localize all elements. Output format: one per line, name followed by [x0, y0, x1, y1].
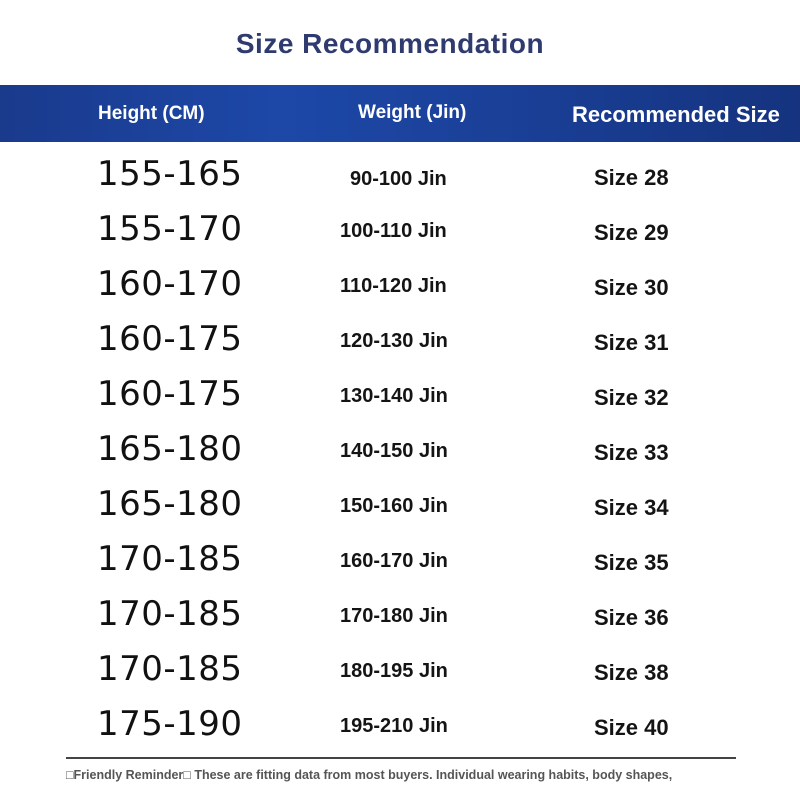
- size-cell: Size 31: [594, 330, 669, 355]
- weight-cell: 150-160 Jin: [340, 495, 448, 517]
- height-cell: 165-180: [97, 484, 243, 524]
- table-row: [0, 313, 800, 368]
- weight-cell: 110-120 Jin: [340, 275, 447, 297]
- size-cell: Size 40: [594, 715, 669, 740]
- size-cell: Size 28: [594, 165, 669, 190]
- size-cell: Size 36: [594, 605, 669, 630]
- size-cell: Size 34: [594, 495, 669, 520]
- height-cell: 170-185: [97, 594, 243, 634]
- height-cell: 160-175: [97, 319, 243, 359]
- height-cell: 170-185: [97, 649, 243, 689]
- size-cell: Size 38: [594, 660, 669, 685]
- table-row: [0, 258, 800, 313]
- weight-cell: 130-140 Jin: [340, 385, 448, 407]
- height-cell: 170-185: [97, 539, 243, 579]
- size-cell: Size 35: [594, 550, 669, 575]
- height-cell: 160-170: [97, 264, 243, 304]
- height-cell: 160-175: [97, 374, 243, 414]
- size-cell: Size 33: [594, 440, 669, 465]
- table-row: [0, 423, 800, 478]
- weight-cell: 180-195 Jin: [340, 660, 448, 682]
- weight-cell: 90-100 Jin: [350, 168, 447, 190]
- table-row: [0, 478, 800, 533]
- weight-cell: 100-110 Jin: [340, 220, 447, 242]
- table-row: [0, 643, 800, 698]
- height-cell: 175-190: [97, 704, 243, 744]
- weight-cell: 170-180 Jin: [340, 605, 448, 627]
- column-header-weight: Weight (Jin): [358, 102, 467, 123]
- page-title: Size Recommendation: [235, 28, 545, 59]
- table-row: [0, 148, 800, 203]
- height-cell: 165-180: [97, 429, 243, 469]
- weight-cell: 160-170 Jin: [340, 550, 448, 572]
- footer-divider: [66, 757, 736, 759]
- size-cell: Size 32: [594, 385, 669, 410]
- height-cell: 155-170: [97, 209, 243, 249]
- size-cell: Size 30: [594, 275, 669, 300]
- weight-cell: 140-150 Jin: [340, 440, 448, 462]
- friendly-reminder-note: □Friendly Reminder□ These are fitting data from most buyers. Individual wearing habits, body shapes,: [66, 768, 673, 782]
- weight-cell: 195-210 Jin: [340, 715, 448, 737]
- table-row: [0, 698, 800, 753]
- table-row: [0, 203, 800, 258]
- table-row: [0, 533, 800, 588]
- table-row: [0, 588, 800, 643]
- table-row: [0, 368, 800, 423]
- column-header-height: Height (CM): [98, 103, 205, 124]
- weight-cell: 120-130 Jin: [340, 330, 448, 352]
- column-header-recommended-size: Recommended Size: [572, 102, 780, 127]
- height-cell: 155-165: [97, 154, 243, 194]
- size-table-body: [0, 148, 800, 753]
- size-cell: Size 29: [594, 220, 669, 245]
